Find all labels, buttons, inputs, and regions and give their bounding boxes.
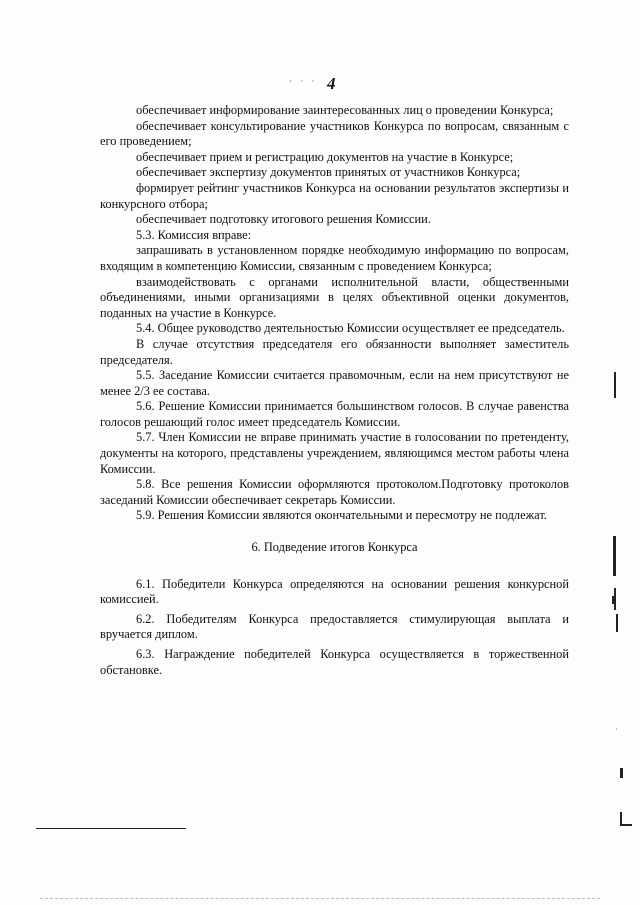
- page-number: 4: [327, 74, 336, 93]
- paragraph: 6.3. Награждение победителей Конкурса осуществляется в торжественной обстановке.: [100, 647, 569, 677]
- scan-mark: [613, 536, 616, 576]
- paragraph: 5.4. Общее руководство деятельностью Комиссии осуществляет ее председатель.: [136, 321, 565, 336]
- paragraph: В случае отсутствия председателя его обязанности выполняет заместитель председателя.: [100, 336, 569, 367]
- scan-mark: [620, 768, 623, 778]
- scan-speck: ·: [615, 724, 621, 734]
- paragraph: обеспечивает прием и регистрацию документов на участие в Конкурсе;: [136, 149, 514, 164]
- paragraph: 5.9. Решения Комиссии являются окончательными и пересмотру не подлежат.: [136, 508, 547, 523]
- page-bottom-edge: [40, 898, 600, 899]
- paragraph: обеспечивает информирование заинтересованных лиц о проведении Конкурса;: [136, 103, 554, 117]
- scan-mark: [616, 614, 618, 632]
- paragraph: 6.2. Победителям Конкурса предоставляется стимулирующая выплата и вручается диплом.: [100, 611, 569, 642]
- paragraph: 5.6. Решение Комиссии принимается большинством голосов. В случае равенства голосов решающий голос имеет председатель Комиссии.: [100, 399, 569, 429]
- scan-mark: [612, 596, 616, 604]
- paragraph: взаимодействовать с органами исполнительной власти, общественными объединениями, иными организациями в целях объективной оценки документов, поданных на участие в Конкурсе.: [100, 274, 569, 320]
- scan-mark: [614, 372, 616, 398]
- paragraph: запрашивать в установленном порядке необходимую информацию по вопросам, входящим в компетенцию Комиссии, связанным с проведением Конкурса;: [100, 243, 569, 273]
- paragraph: 5.3. Комиссия вправе:: [136, 227, 252, 242]
- paragraph: 5.5. Заседание Комиссии считается правомочным, если на нем присутствуют не менее 2/3 ее состава.: [100, 368, 569, 398]
- paragraph: 5.8. Все решения Комиссии оформляются протоколом.Подготовку протоколов заседаний Комиссии обеспечивает секретарь Комиссии.: [100, 477, 569, 507]
- paragraph: 6.1. Победители Конкурса определяются на основании решения конкурсной комиссией.: [100, 576, 569, 607]
- scan-mark: [620, 824, 632, 826]
- document-body: [100, 103, 569, 678]
- paragraph: обеспечивает подготовку итогового решения Комиссии.: [136, 212, 431, 227]
- paragraph: обеспечивает консультирование участников Конкурса по вопросам, связанным с его проведением;: [100, 118, 569, 149]
- footnote-rule: [36, 828, 186, 829]
- scan-speck: · · ·: [289, 76, 318, 86]
- section-heading: 6. Подведение итогов Конкурса: [251, 540, 418, 555]
- paragraph: 5.7. Член Комиссии не вправе принимать участие в голосовании по претенденту, документы на которого, представлены учреждением, являющимся местом работы члена Комиссии.: [100, 430, 569, 476]
- paragraph: обеспечивает экспертизу документов принятых от участников Конкурса;: [136, 165, 521, 180]
- paragraph: формирует рейтинг участников Конкурса на основании результатов экспертизы и конкурсного отбора;: [100, 180, 569, 211]
